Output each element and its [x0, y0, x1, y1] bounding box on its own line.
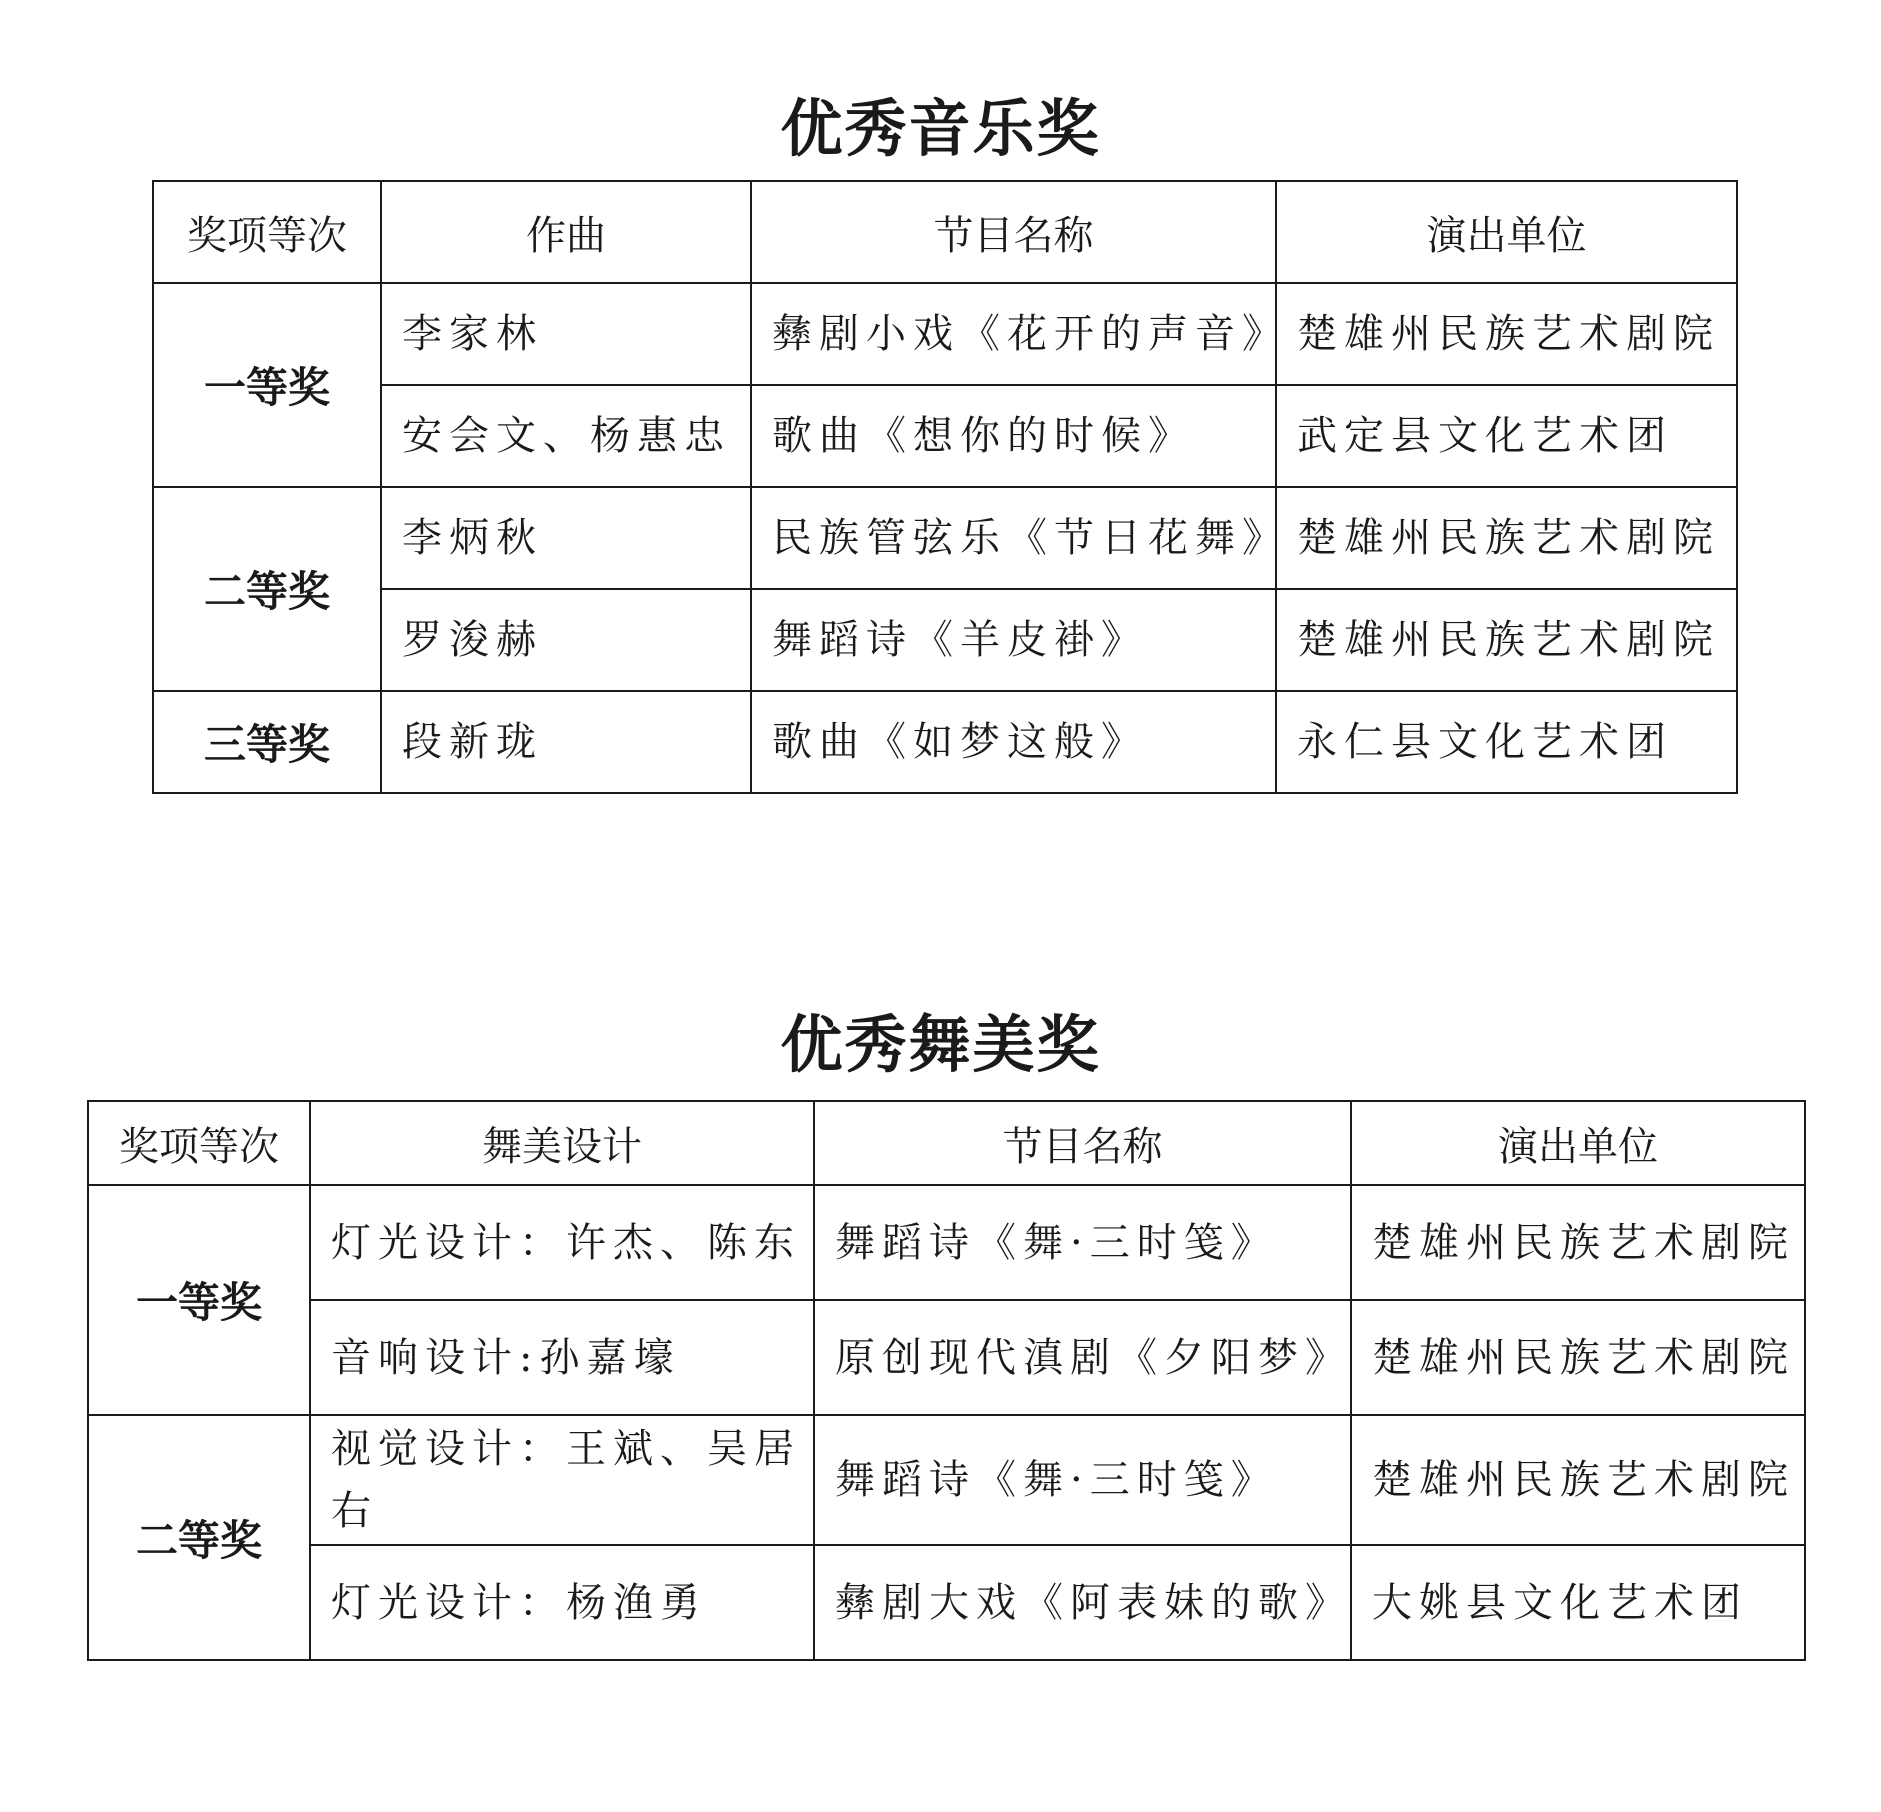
designer-cell: 灯光设计：许杰、陈东 — [310, 1185, 814, 1300]
table-row — [153, 283, 1737, 385]
composer-cell: 段新珑 — [381, 691, 751, 793]
header-grade: 奖项等次 — [153, 181, 381, 283]
composer-cell: 李家林 — [381, 283, 751, 385]
table-header-row — [153, 181, 1737, 283]
music-award-table — [152, 180, 1738, 794]
unit-cell: 楚雄州民族艺术剧院 — [1351, 1185, 1805, 1300]
table-row — [88, 1545, 1805, 1660]
program-cell: 舞蹈诗《羊皮褂》 — [751, 589, 1276, 691]
table-row — [88, 1300, 1805, 1415]
table-row — [153, 589, 1737, 691]
designer-cell: 音响设计:孙嘉壕 — [310, 1300, 814, 1415]
program-cell: 歌曲《想你的时候》 — [751, 385, 1276, 487]
table-row — [88, 1185, 1805, 1300]
program-cell: 歌曲《如梦这般》 — [751, 691, 1276, 793]
composer-cell: 安会文、杨惠忠 — [381, 385, 751, 487]
designer-cell: 灯光设计：杨渔勇 — [310, 1545, 814, 1660]
program-cell: 原创现代滇剧《夕阳梦》 — [814, 1300, 1351, 1415]
grade-cell: 二等奖 — [88, 1415, 310, 1660]
table-row — [153, 487, 1737, 589]
header-program: 节目名称 — [751, 181, 1276, 283]
header-unit: 演出单位 — [1276, 181, 1737, 283]
grade-cell: 一等奖 — [153, 283, 381, 487]
table-row — [153, 385, 1737, 487]
music-award-title: 优秀音乐奖 — [780, 92, 1101, 165]
designer-cell: 视觉设计：王斌、吴居右 — [310, 1415, 814, 1545]
header-program: 节目名称 — [814, 1101, 1351, 1185]
table-row — [153, 691, 1737, 793]
table-row — [88, 1415, 1805, 1545]
grade-cell: 三等奖 — [153, 691, 381, 793]
program-cell: 舞蹈诗《舞·三时笺》 — [814, 1185, 1351, 1300]
composer-cell: 李炳秋 — [381, 487, 751, 589]
unit-cell: 楚雄州民族艺术剧院 — [1351, 1415, 1805, 1545]
program-cell: 舞蹈诗《舞·三时笺》 — [814, 1415, 1351, 1545]
program-cell: 民族管弦乐《节日花舞》 — [751, 487, 1276, 589]
unit-cell: 永仁县文化艺术团 — [1276, 691, 1737, 793]
program-cell: 彝剧大戏《阿表妹的歌》 — [814, 1545, 1351, 1660]
header-designer: 舞美设计 — [310, 1101, 814, 1185]
grade-cell: 一等奖 — [88, 1185, 310, 1415]
unit-cell: 大姚县文化艺术团 — [1351, 1545, 1805, 1660]
unit-cell: 武定县文化艺术团 — [1276, 385, 1737, 487]
table-header-row — [88, 1101, 1805, 1185]
stage-design-award-title: 优秀舞美奖 — [780, 1008, 1101, 1081]
unit-cell: 楚雄州民族艺术剧院 — [1351, 1300, 1805, 1415]
header-unit: 演出单位 — [1351, 1101, 1805, 1185]
unit-cell: 楚雄州民族艺术剧院 — [1276, 589, 1737, 691]
grade-cell: 二等奖 — [153, 487, 381, 691]
composer-cell: 罗浚赫 — [381, 589, 751, 691]
header-grade: 奖项等次 — [88, 1101, 310, 1185]
unit-cell: 楚雄州民族艺术剧院 — [1276, 487, 1737, 589]
header-composer: 作曲 — [381, 181, 751, 283]
unit-cell: 楚雄州民族艺术剧院 — [1276, 283, 1737, 385]
stage-design-award-table — [87, 1100, 1806, 1661]
program-cell: 彝剧小戏《花开的声音》 — [751, 283, 1276, 385]
